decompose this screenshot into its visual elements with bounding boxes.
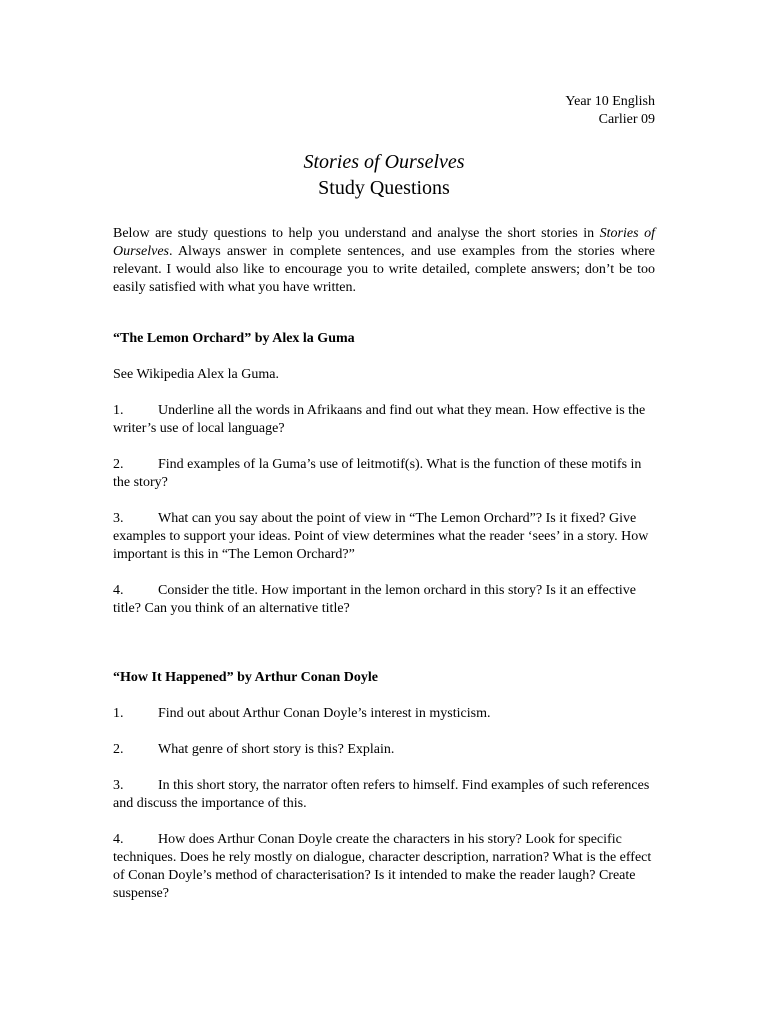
question-number: 4. xyxy=(113,832,124,847)
document-subtitle: Study Questions xyxy=(318,177,450,199)
author-label: Carlier 09 xyxy=(598,112,655,127)
question-item xyxy=(113,831,655,903)
section-how-it-happened xyxy=(113,669,655,903)
question-number: 2. xyxy=(113,457,124,472)
question-text: Underline all the words in Afrikaans and find out what they mean. How effective is the writer’s use of local language? xyxy=(113,403,646,436)
question-number: 1. xyxy=(113,706,124,721)
intro-text-part1: Below are study questions to help you understand and analyse the short stories in xyxy=(113,226,600,241)
section-lemon-orchard xyxy=(113,330,655,618)
intro-book-title: Stories of Ourselves xyxy=(113,226,655,259)
question-item xyxy=(113,456,655,492)
question-text: How does Arthur Conan Doyle create the characters in his story? Look for specific techniques. Does he rely mostly on dialogue, character description, narration? What is the effect of Conan Doyle’s method of characterisation? Is it intended to make the reader laugh? Create suspense? xyxy=(113,832,652,901)
question-number: 3. xyxy=(113,778,124,793)
question-item xyxy=(113,402,655,438)
document-header xyxy=(113,93,655,129)
question-item xyxy=(113,510,655,564)
question-text: Find out about Arthur Conan Doyle’s interest in mysticism. xyxy=(158,706,491,721)
document-page xyxy=(113,93,655,903)
question-number: 3. xyxy=(113,511,124,526)
question-item xyxy=(113,741,655,759)
question-text: What can you say about the point of view in “The Lemon Orchard”? Is it fixed? Give examples to support your ideas. Point of view determines what the reader ‘sees’ in a story. How important is this in “The Lemon Orchard?” xyxy=(113,511,649,562)
question-item xyxy=(113,777,655,813)
title-block xyxy=(113,149,655,201)
question-number: 2. xyxy=(113,742,124,757)
question-number: 1. xyxy=(113,403,124,418)
question-item xyxy=(113,705,655,723)
intro-text-part2: . Always answer in complete sentences, and use examples from the stories where relevant. I would also like to encourage you to write detailed, complete answers; don’t be too easily satisfied with what you have written. xyxy=(113,244,655,295)
section-note: See Wikipedia Alex la Guma. xyxy=(113,367,279,382)
question-text: Consider the title. How important in the lemon orchard in this story? Is it an effective title? Can you think of an alternative title? xyxy=(113,583,636,616)
section-heading: “The Lemon Orchard” by Alex la Guma xyxy=(113,331,355,346)
course-label: Year 10 English xyxy=(565,94,655,109)
document-title: Stories of Ourselves xyxy=(303,151,465,173)
question-text: Find examples of la Guma’s use of leitmotif(s). What is the function of these motifs in the story? xyxy=(113,457,642,490)
section-heading: “How It Happened” by Arthur Conan Doyle xyxy=(113,670,379,685)
question-text: In this short story, the narrator often refers to himself. Find examples of such references and discuss the importance of this. xyxy=(113,778,650,811)
question-item xyxy=(113,582,655,618)
intro-paragraph xyxy=(113,225,655,297)
question-number: 4. xyxy=(113,583,124,598)
question-text: What genre of short story is this? Explain. xyxy=(158,742,395,757)
